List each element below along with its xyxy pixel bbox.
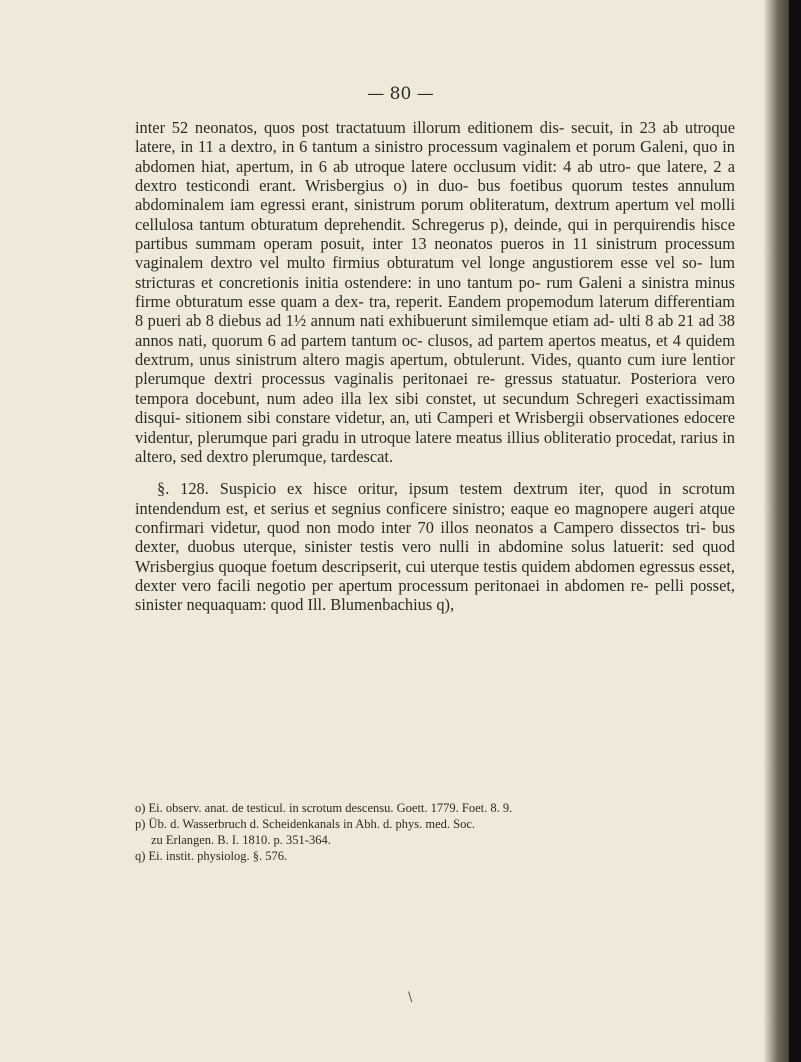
paragraph-2 (135, 479, 735, 614)
main-text (135, 118, 735, 615)
paragraph-1-text: inter 52 neonatos, quos post tractatuum illorum editionem dis- secuit, in 23 ab utroque latere, in 11 a dextro, in 6 tantum a sinistro processum vaginalem et porum Galeni, quo in abdomen hiat, apertum, in 6 ab utroque latere occlusum vidit: 4 ab utro- que latere, 2 a dextro testicondi erant. Wrisbergius o) in duo- bus foetibus quorum testes annulum abdominalem iam egressi erant, sinistrum porum obliteratum, dextrum apertum vel molli cellulosa tantum obturatum deprehendit. Schregerus p), deinde, qui in perquirendis hisce partibus summam operam posuit, inter 13 neonatos pueros in 11 sinistrum processum vaginalem dextro vel multo firmius obturatum vel longe angustiorem esse vel so- lum stricturas et concretionis initia ostendere: in uno tantum po- rum Galeni a sinistra minus firme obturatum esse quam a dex- tra, reperit. Eandem propemodum laterum differentiam 8 pueri ab 8 diebus ad 1½ annum nati exhibuerunt similemque etiam ad- ulti 8 ab 21 ad 38 annos nati, quorum 6 ad partem tantum oc- clusos, ad partem apertos meatus, et 4 quidem dextrum, unus sinistrum altero magis apertum, obtulerunt. Vides, quanto cum iure lentior plerumque dextri processus vaginalis peritonaei re- gressus statuatur. Posteriora vero tempora docebunt, num adeo illa lex sibi constet, ut secundum Schregeri exactissimam disqui- sitionem sibi constare videtur, an, uti Camperi et Wrisbergii observationes edocere videntur, plerumque pari gradu in utroque latere meatus illius obliteratio procedat, rarius in altero, sed dextro plerumque, tardescat. (135, 118, 735, 466)
footnote-p-continued: zu Erlangen. B. I. 1810. p. 351-364. (151, 833, 331, 847)
page-number-header: — 80 — (367, 84, 434, 104)
footnote-o: o) Ei. observ. anat. de testicul. in scrotum descensu. Goett. 1779. Foet. 8. 9. (135, 801, 513, 815)
footnote-q: q) Ei. instit. physiolog. §. 576. (135, 849, 288, 863)
paragraph-1 (135, 118, 735, 466)
footnotes (135, 800, 735, 864)
paragraph-2-text: §. 128. Suspicio ex hisce oritur, ipsum testem dextrum iter, quod in scrotum intendendum est, et serius et segnius conficere sinistro; eaque eo magnopere augeri atque confirmari videtur, quod non modo inter 70 illos neonatos a Campero dissectos tri- bus dexter, duobus uterque, sinister testis vero nulli in abdomine solus latuerit: sed quod Wrisbergius quoque foetum descripserit, cui uterque testis quidem abdomen egressus esset, dexter vero facili negotio per apertum processum peritonaei in abdomen re- pelli posset, sinister nequaquam: quod Ill. Blumenbachius q), (135, 479, 735, 615)
page-edge (789, 0, 801, 1062)
footnote-p: p) Üb. d. Wasserbruch d. Scheidenkanals in Abh. d. phys. med. Soc. (135, 817, 476, 831)
stray-mark: \ (408, 990, 413, 1005)
